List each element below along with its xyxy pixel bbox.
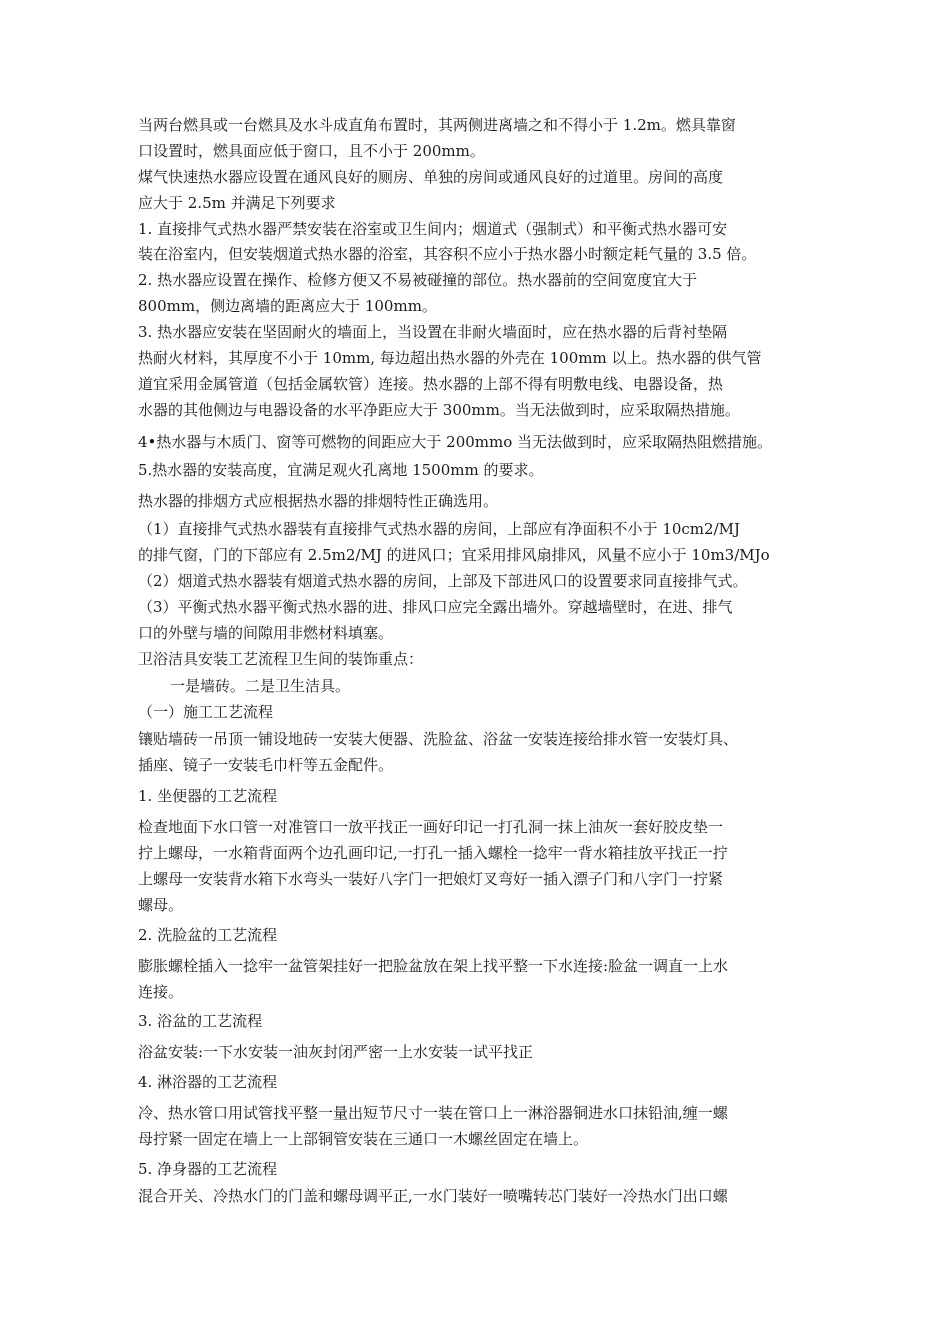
text-line: （1）直接排气式热水器装有直接排气式热水器的房间，上部应有净面积不小于 10cm2/MJ	[138, 520, 740, 538]
text-line: 4•热水器与木质门、窗等可燃物的间距应大于 200mmo 当无法做到时，应采取隔热阻燃措施。	[138, 433, 773, 451]
text-line: 热耐火材料，其厚度不小于 10mm, 每边超出热水器的外壳在 100mm 以上。热水器的供气管	[138, 349, 762, 367]
text-line: 的排气窗，门的下部应有 2.5m2/MJ 的进风口；宜采用排风扇排风，风量不应小于 10m3/MJo	[138, 546, 770, 564]
section-heading: 3. 浴盆的工艺流程	[138, 1012, 263, 1030]
text-line: （3）平衡式热水器平衡式热水器的进、排风口应完全露出墙外。穿越墙壁时，在进、排气	[138, 598, 733, 616]
text-line: 混合开关、冷热水门的门盖和螺母调平正,一水门装好一喷嘴转芯门装好一冷热水门出口螺	[138, 1187, 728, 1205]
text-line: 镶贴墙砖一吊顶一铺设地砖一安装大便器、洗脸盆、浴盆一安装连接给排水管一安装灯具、	[138, 730, 739, 748]
text-line: （2）烟道式热水器装有烟道式热水器的房间，上部及下部进风口的设置要求同直接排气式。	[138, 572, 748, 590]
section-heading: 2. 洗脸盆的工艺流程	[138, 926, 278, 944]
text-line: 水器的其他侧边与电器设备的水平净距应大于 300mm。当无法做到时，应采取隔热措施。	[138, 401, 740, 419]
text-line: 应大于 2.5m 并满足下列要求	[138, 194, 336, 212]
text-line: 口的外壁与墙的间隙用非燃材料填塞。	[138, 624, 394, 642]
text-line: 热水器的排烟方式应根据热水器的排烟特性正确选用。	[138, 492, 499, 510]
text-line: 连接。	[138, 983, 184, 1001]
text-line: 膨胀螺栓插入一捻牢一盆管架挂好一把脸盆放在架上找平整一下水连接:脸盆一调直一上水	[138, 957, 729, 975]
text-line: 检查地面下水口管一对准管口一放平找正一画好印记一打孔洞一抹上油灰一套好胶皮垫一	[138, 818, 724, 836]
section-heading: 4. 淋浴器的工艺流程	[138, 1073, 278, 1091]
section-heading: 1. 坐便器的工艺流程	[138, 787, 278, 805]
text-line: 插座、镜子一安装毛巾杆等五金配件。	[138, 756, 394, 774]
text-line: 卫浴洁具安装工艺流程卫生间的装饰重点：	[138, 650, 424, 668]
text-line: 道宜采用金属管道（包括金属软管）连接。热水器的上部不得有明敷电线、电器设备，热	[138, 375, 724, 393]
text-line: 拧上螺母，一水箱背面两个边孔画印记,一打孔一插入螺栓一捻牢一背水箱挂放平找正一拧	[138, 844, 728, 862]
text-line: 800mm，侧边离墙的距离应大于 100mm。	[138, 297, 437, 315]
text-line: 5.热水器的安装高度，宜满足观火孔离地 1500mm 的要求。	[138, 461, 544, 479]
text-line: 螺母。	[138, 896, 184, 914]
text-line: 当两台燃具或一台燃具及水斗成直角布置时，其两侧进离墙之和不得小于 1.2m。燃具靠窗	[138, 116, 736, 134]
text-line: 2. 热水器应设置在操作、检修方便又不易被碰撞的部位。热水器前的空间宽度宜大于	[138, 271, 698, 289]
text-line: 煤气快速热水器应设置在通风良好的厕房、单独的房间或通风良好的过道里。房间的高度	[138, 168, 724, 186]
text-line: 口设置时，燃具面应低于窗口，且不小于 200mm。	[138, 142, 485, 160]
text-line: 一是墙砖。二是卫生洁具。	[170, 677, 351, 695]
text-line: 装在浴室内，但安装烟道式热水器的浴室，其容积不应小于热水器小时额定耗气量的 3.5 倍。	[138, 245, 757, 263]
text-line: 浴盆安装:一下水安装一油灰封闭严密一上水安装一试平找正	[138, 1043, 534, 1061]
text-line: 3. 热水器应安装在坚固耐火的墙面上，当设置在非耐火墙面时，应在热水器的后背衬垫隔	[138, 323, 728, 341]
text-line: 1. 直接排气式热水器严禁安装在浴室或卫生间内；烟道式（强制式）和平衡式热水器可安	[138, 220, 728, 238]
text-line: 上螺母一安装背水箱下水弯头一装好八字门一把娘灯叉弯好一插入漂子门和八字门一拧紧	[138, 870, 724, 888]
section-heading: 5. 净身器的工艺流程	[138, 1160, 278, 1178]
text-line: 母拧紧一固定在墙上一上部铜管安装在三通口一木螺丝固定在墙上。	[138, 1130, 589, 1148]
text-line: 冷、热水管口用试管找平整一量出短节尺寸一装在管口上一淋浴器铜进水口抹铅油,缠一螺	[138, 1104, 728, 1122]
section-heading: （一）施工工艺流程	[138, 703, 274, 721]
